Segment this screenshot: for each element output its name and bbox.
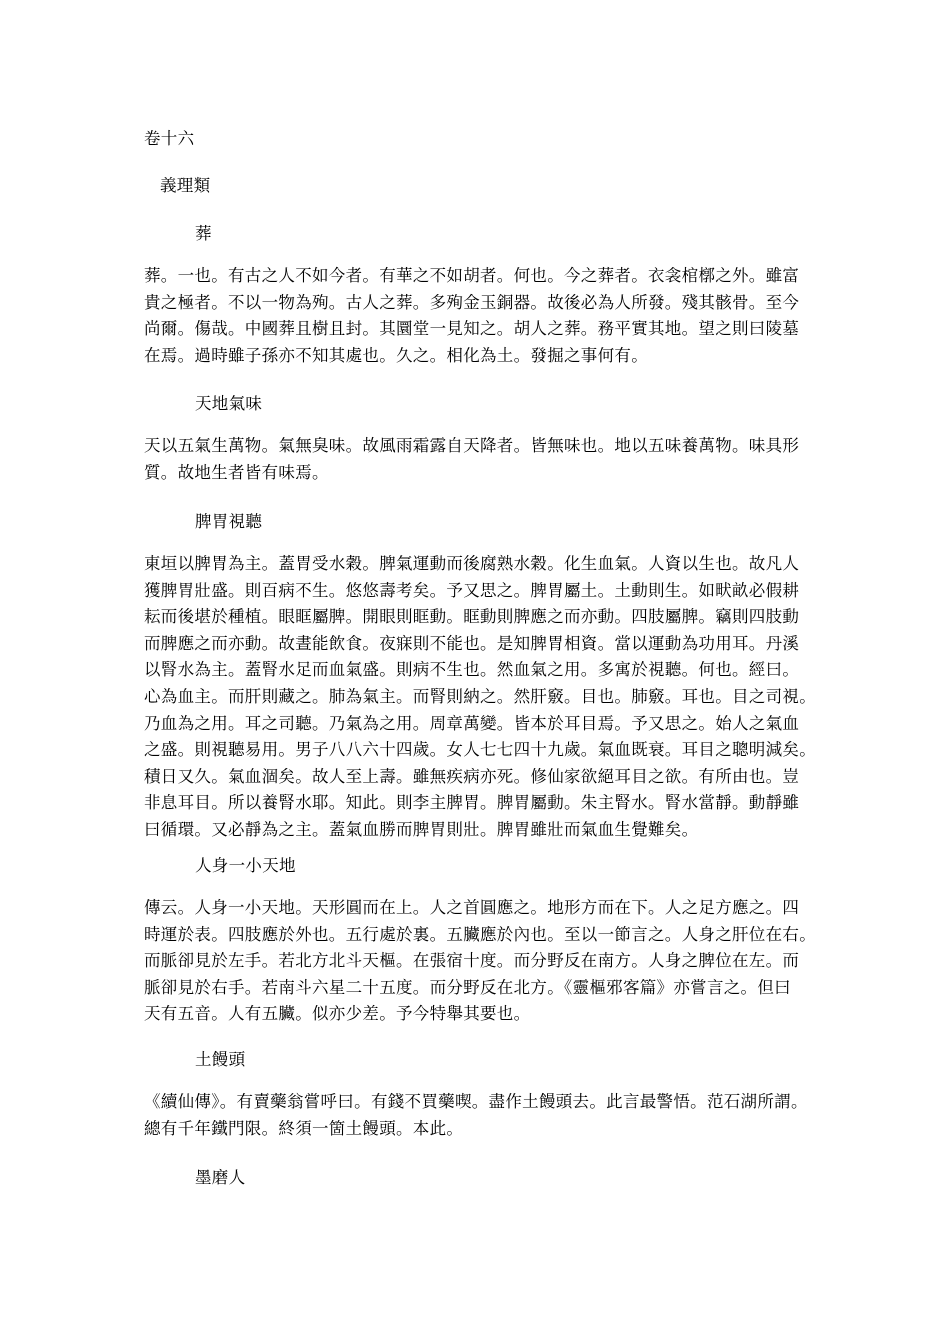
body-line: 心為血主。而肝則藏之。肺為氣主。而腎則納之。然肝竅。目也。肺竅。耳也。目之司視。	[144, 686, 816, 706]
body-line: 曰循環。又必靜為之主。蓋氣血勝而脾胃則壯。脾胃雖壯而氣血生覺難矣。	[144, 819, 699, 839]
body-line: 非息耳目。所以養腎水耶。知此。則李主脾胃。脾胃屬動。朱主腎水。腎水當靜。動靜雖	[144, 793, 800, 813]
body-line: 總有千年鐵門限。終須一箇土饅頭。本此。	[144, 1118, 464, 1138]
section-body-microcosm	[144, 895, 814, 1028]
body-line: 耘而後堪於種植。眼眶屬脾。開眼則眶動。眶動則脾應之而亦動。四肢屬脾。竊則四肢動	[144, 607, 800, 627]
body-line: 而脈卻見於左手。若北方北斗天樞。在張宿十度。而分野反在南方。人身之脾位在左。而	[144, 951, 800, 971]
section-body-burial	[144, 263, 814, 369]
body-line: 而脾應之而亦動。故晝能飲食。夜寐則不能也。是知脾胃相資。當以運動為功用耳。丹溪	[144, 633, 800, 653]
body-line: 積日又久。氣血涸矣。故人至上壽。雖無疾病亦死。修仙家欲絕耳目之欲。有所由也。豈	[144, 766, 800, 786]
body-line: 脈卻見於右手。若南斗六星二十五度。而分野反在北方。《靈樞邪客篇》亦嘗言之。但曰	[144, 977, 791, 997]
volume-title: 卷十六	[144, 129, 195, 148]
section-heading-earth-bun: 土饅頭	[195, 1050, 246, 1069]
body-line: 天有五音。人有五臟。似亦少差。予今特舉其要也。	[144, 1004, 531, 1024]
section-heading-ink-grinds: 墨磨人	[195, 1168, 246, 1187]
body-line: 尚爾。傷哉。中國葬且樹且封。其圜堂一見知之。胡人之葬。務平實其地。望之則曰陵墓	[144, 319, 800, 339]
body-line: 貴之極者。不以一物為殉。古人之葬。多殉金玉銅器。故後必為人所發。殘其骸骨。至今	[144, 292, 800, 312]
section-heading-spleen-stomach: 脾胃視聽	[195, 512, 263, 531]
body-line: 乃血為之用。耳之司聽。乃氣為之用。周章萬變。皆本於耳目焉。予又思之。始人之氣血	[144, 713, 800, 733]
section-heading-qi-flavor: 天地氣味	[195, 394, 263, 413]
section-body-earth-bun	[144, 1089, 814, 1142]
body-line: 《續仙傳》。有賣藥翁嘗呼曰。有錢不買藥喫。盡作土饅頭去。此言最警悟。范石湖所謂。	[144, 1092, 808, 1111]
body-line: 質。故地生者皆有味焉。	[144, 462, 329, 482]
body-line: 在焉。過時雖子孫亦不知其處也。久之。相化為土。發掘之事何有。	[144, 345, 648, 365]
body-line: 傳云。人身一小天地。天形圓而在上。人之首圓應之。地形方而在下。人之足方應之。四	[144, 898, 800, 917]
body-line: 以腎水為主。蓋腎水足而血氣盛。則病不生也。然血氣之用。多寓於視聽。何也。經曰。	[144, 660, 800, 680]
body-line: 天以五氣生萬物。氣無臭味。故風雨霜露自天降者。皆無味也。地以五味養萬物。味具形	[144, 436, 800, 455]
body-line: 葬。一也。有古之人不如今者。有華之不如胡者。何也。今之葬者。衣衾棺槨之外。雖富	[144, 266, 800, 285]
section-body-qi-flavor	[144, 433, 814, 486]
body-line: 東垣以脾胃為主。蓋胃受水穀。脾氣運動而後腐熟水穀。化生血氣。人資以生也。故凡人	[144, 554, 800, 573]
section-body-spleen-stomach	[144, 551, 814, 844]
category-title: 義理類	[160, 176, 211, 195]
section-heading-microcosm: 人身一小天地	[195, 856, 296, 875]
section-heading-burial: 葬	[195, 224, 212, 243]
body-line: 獲脾胃壯盛。則百病不生。悠悠壽考矣。予又思之。脾胃屬土。土動則生。如畎畝必假耕	[144, 580, 800, 600]
body-line: 之盛。則視聽易用。男子八八六十四歲。女人七七四十九歲。氣血既衰。耳目之聰明減矣。	[144, 740, 816, 760]
body-line: 時運於表。四肢應於外也。五行處於裏。五臟應於內也。至以一節言之。人身之肝位在右。	[144, 924, 816, 944]
